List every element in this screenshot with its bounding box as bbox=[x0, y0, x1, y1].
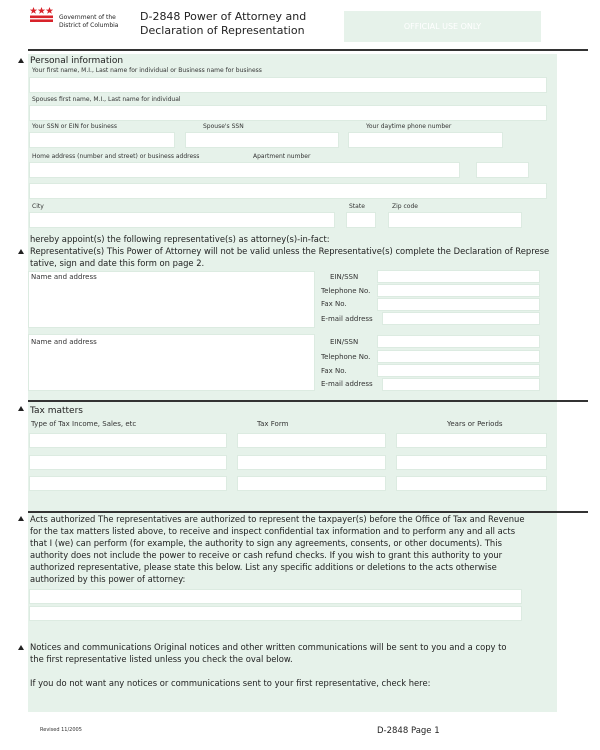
state-field[interactable] bbox=[346, 212, 376, 228]
form-title-line1: D-2848 Power of Attorney and bbox=[140, 10, 307, 23]
spouse-ssn-field[interactable] bbox=[185, 132, 339, 148]
tax-type-field-1[interactable] bbox=[29, 433, 227, 448]
appoint-line2: Representative(s) This Power of Attorney will not be valid unless the Representative(s) complete the Declaration of Represe bbox=[30, 246, 550, 256]
first-name-field[interactable] bbox=[29, 77, 547, 93]
phone-field[interactable] bbox=[348, 132, 503, 148]
acts-field-2[interactable] bbox=[29, 606, 522, 621]
notices-line3: If you do not want any notices or communications sent to your first representative, check here: bbox=[30, 678, 431, 688]
notices-line2: the first representative listed unless you check the oval below. bbox=[30, 654, 293, 664]
rep1-fax-field[interactable] bbox=[377, 298, 540, 311]
tax-section-title: Tax matters bbox=[30, 406, 83, 416]
acts-line6: authorized by this power of attorney: bbox=[30, 574, 186, 584]
acts-line5: authorized representative, please state this below. List any specific additions or deletions to the acts otherwise bbox=[30, 562, 497, 572]
rep2-phone-field[interactable] bbox=[377, 350, 540, 363]
rep1-email-field[interactable] bbox=[382, 312, 540, 325]
appoint-line3: tative, sign and date this form on page 2. bbox=[30, 258, 205, 268]
address-line2-field[interactable] bbox=[29, 183, 547, 199]
tax-form-field-1[interactable] bbox=[237, 433, 386, 448]
org-name-line1: Government of the bbox=[59, 14, 116, 21]
zip-field[interactable] bbox=[388, 212, 522, 228]
org-name-line2: District of Columbia bbox=[59, 22, 119, 29]
address-field[interactable] bbox=[29, 162, 460, 178]
acts-line1: Acts authorized The representatives are authorized to represent the taxpayer(s) before the Office of Tax and Revenue bbox=[30, 514, 525, 524]
form-title-line2: Declaration of Representation bbox=[140, 24, 305, 37]
revised-date: Revised 11/2005 bbox=[40, 727, 82, 733]
rep1-name-label: Name and address bbox=[31, 273, 97, 281]
tax-section-divider bbox=[28, 400, 588, 402]
tax-type-field-2[interactable] bbox=[29, 455, 227, 470]
dc-flag-logo bbox=[30, 7, 53, 22]
rep2-phone-label: Telephone No. bbox=[321, 353, 371, 361]
acts-line4: authority does not include the power to receive or cash refund checks. If you wish to grant this authority to your bbox=[30, 550, 503, 560]
tax-type-header: Type of Tax Income, Sales, etc bbox=[31, 420, 137, 428]
official-use-box bbox=[344, 11, 541, 42]
tax-years-header: Years or Periods bbox=[447, 420, 503, 428]
rep2-name-label: Name and address bbox=[31, 338, 97, 346]
rep2-fax-label: Fax No. bbox=[321, 367, 347, 375]
tax-form-header: Tax Form bbox=[257, 420, 289, 428]
tax-type-field-3[interactable] bbox=[29, 476, 227, 491]
acts-field-1[interactable] bbox=[29, 589, 522, 604]
rep1-ein-label: EIN/SSN bbox=[330, 273, 359, 281]
tax-form-field-3[interactable] bbox=[237, 476, 386, 491]
section-marker-icon bbox=[18, 516, 24, 521]
rep1-email-label: E-mail address bbox=[321, 315, 373, 323]
spouse-name-field[interactable] bbox=[29, 105, 547, 121]
official-use-label: OFFICIAL USE ONLY bbox=[403, 22, 482, 31]
apartment-field[interactable] bbox=[476, 162, 529, 178]
section-marker-icon bbox=[18, 249, 24, 254]
rep1-fax-label: Fax No. bbox=[321, 300, 347, 308]
spouse-ssn-label: Spouse's SSN bbox=[203, 123, 244, 130]
tax-years-field-1[interactable] bbox=[396, 433, 547, 448]
appoint-line1: hereby appoint(s) the following representative(s) as attorney(s)-in-fact: bbox=[30, 234, 330, 244]
section-marker-icon bbox=[18, 645, 24, 650]
acts-section-divider bbox=[28, 511, 588, 513]
rep2-email-label: E-mail address bbox=[321, 380, 373, 388]
rep1-phone-label: Telephone No. bbox=[321, 287, 371, 295]
personal-section-title: Personal information bbox=[30, 56, 124, 66]
rep2-fax-field[interactable] bbox=[377, 364, 540, 377]
acts-line3: that I (we) can perform (for example, the authority to sign any agreements, consents, or other documents). This bbox=[30, 538, 502, 548]
city-field[interactable] bbox=[29, 212, 335, 228]
rep2-ein-label: EIN/SSN bbox=[330, 338, 359, 346]
section-marker-icon bbox=[18, 406, 24, 411]
notices-line1: Notices and communications Original notices and other written communications will be sent to you and a copy to bbox=[30, 642, 507, 652]
first-name-label: Your first name, M.I., Last name for individual or Business name for business bbox=[32, 67, 262, 74]
zip-label: Zip code bbox=[392, 203, 418, 210]
page-number: D-2848 Page 1 bbox=[377, 726, 440, 736]
acts-line2: for the tax matters listed above, to receive and inspect confidential tax information and to perform any and all acts bbox=[30, 526, 516, 536]
rep1-ein-field[interactable] bbox=[377, 270, 540, 283]
tax-years-field-3[interactable] bbox=[396, 476, 547, 491]
rep2-email-field[interactable] bbox=[382, 378, 540, 391]
tax-years-field-2[interactable] bbox=[396, 455, 547, 470]
state-label: State bbox=[349, 203, 365, 210]
ssn-field[interactable] bbox=[29, 132, 175, 148]
header-divider bbox=[28, 49, 588, 51]
section-marker-icon bbox=[18, 58, 24, 63]
rep2-ein-field[interactable] bbox=[377, 335, 540, 348]
tax-form-field-2[interactable] bbox=[237, 455, 386, 470]
phone-label: Your daytime phone number bbox=[366, 123, 452, 130]
city-label: City bbox=[32, 203, 44, 210]
spouse-name-label: Spouses first name, M.I., Last name for individual bbox=[32, 96, 181, 103]
rep1-phone-field[interactable] bbox=[377, 284, 540, 297]
ssn-label: Your SSN or EIN for business bbox=[32, 123, 118, 130]
apartment-label: Apartment number bbox=[253, 153, 311, 160]
address-label: Home address (number and street) or business address bbox=[32, 153, 200, 160]
